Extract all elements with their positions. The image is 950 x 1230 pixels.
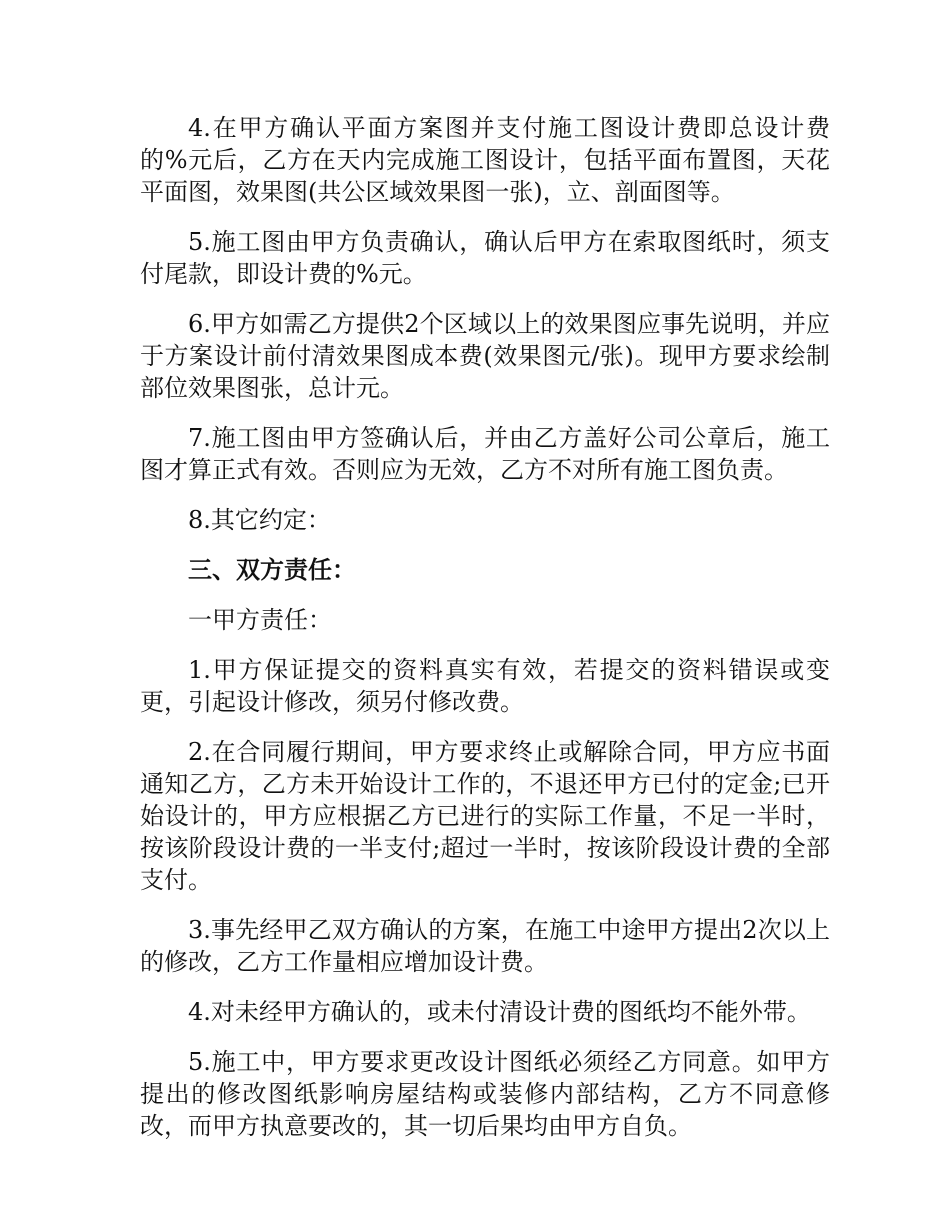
clause-6-renderings: 6.甲方如需乙方提供2个区域以上的效果图应事先说明，并应于方案设计前付清效果图成本费(效果图元/张)。现甲方要求绘制部位效果图张，总计元。: [140, 310, 830, 402]
subsection-party-a: 一甲方责任：: [188, 606, 332, 634]
section-heading-responsibilities: 三、双方责任：: [188, 555, 356, 584]
party-a-clause-2: 2.在合同履行期间，甲方要求终止或解除合同，甲方应书面通知乙方，乙方未开始设计工作的，不退还甲方已付的定金;已开始设计的，甲方应根据乙方已进行的实际工作量，不足一半时，按该阶段设计费的一半支付;超过一半时，按该阶段设计费的全部支付。: [140, 738, 830, 894]
party-a-clause-1: 1.甲方保证提交的资料真实有效，若提交的资料错误或变更，引起设计修改，须另付修改费。: [140, 656, 830, 716]
party-a-clause-5: 5.施工中，甲方要求更改设计图纸必须经乙方同意。如甲方提出的修改图纸影响房屋结构或装修内部结构，乙方不同意修改，而甲方执意要改的，其一切后果均由甲方自负。: [140, 1048, 830, 1140]
party-a-clause-3: 3.事先经甲乙双方确认的方案，在施工中途甲方提出2次以上的修改，乙方工作量相应增加设计费。: [140, 916, 830, 976]
clause-4-design-fee: 4.在甲方确认平面方案图并支付施工图设计费即总设计费的%元后，乙方在天内完成施工图设计，包括平面布置图，天花平面图，效果图(共公区域效果图一张)，立、剖面图等。: [140, 114, 830, 206]
document-body: [140, 112, 830, 1160]
clause-5-final-payment: 5.施工图由甲方负责确认，确认后甲方在索取图纸时，须支付尾款，即设计费的%元。: [140, 228, 830, 288]
clause-8-other: 8.其它约定：: [188, 506, 331, 534]
party-a-clause-4: 4.对未经甲方确认的，或未付清设计费的图纸均不能外带。: [188, 998, 811, 1026]
clause-7-validity: 7.施工图由甲方签确认后，并由乙方盖好公司公章后，施工图才算正式有效。否则应为无效，乙方不对所有施工图负责。: [140, 424, 830, 484]
